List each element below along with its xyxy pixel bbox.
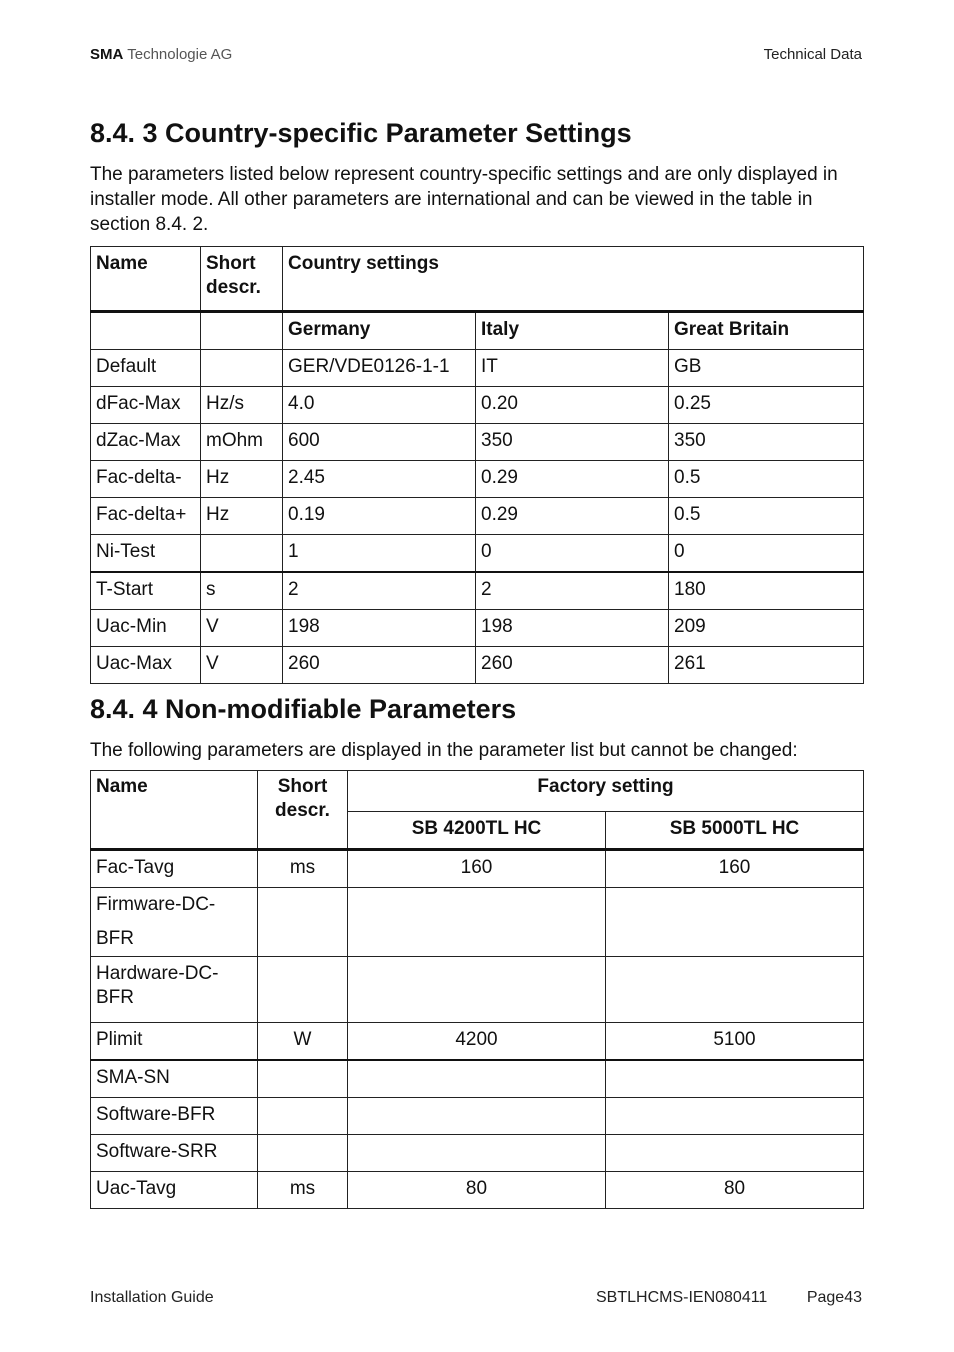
table-cell: 160 — [348, 850, 606, 888]
table-cell: 0.5 — [669, 461, 864, 498]
table-row — [91, 350, 864, 387]
table-cell — [258, 888, 348, 957]
table-row — [91, 1098, 864, 1135]
table-cell: 4200 — [348, 1023, 606, 1061]
table-cell: Fac-delta- — [91, 461, 201, 498]
country-italy: Italy — [476, 312, 669, 350]
table-row — [91, 387, 864, 424]
table-cell: 2 — [283, 572, 476, 610]
table-cell: W — [258, 1023, 348, 1061]
table-row — [91, 610, 864, 647]
table-row — [91, 957, 864, 1023]
header-name: Name — [91, 247, 201, 312]
table-cell: Plimit — [91, 1023, 258, 1061]
header-country-settings: Country settings — [283, 247, 864, 312]
table-cell: Uac-Tavg — [91, 1172, 258, 1209]
brand-name: SMA — [90, 46, 124, 63]
table-cell: 0.19 — [283, 498, 476, 535]
table-cell: 1 — [283, 535, 476, 573]
table-row — [91, 647, 864, 684]
footer-page-number: Page43 — [806, 1289, 862, 1306]
table-cell — [348, 1098, 606, 1135]
table-cell: s — [201, 572, 283, 610]
table-cell: 0.29 — [476, 498, 669, 535]
table-row — [91, 572, 864, 610]
table-cell: dZac-Max — [91, 424, 201, 461]
table-cell: 350 — [669, 424, 864, 461]
table-cell: 198 — [476, 610, 669, 647]
model-sb-4200tl-hc: SB 4200TL HC — [348, 812, 606, 850]
table-cell — [348, 1135, 606, 1172]
table-cell: ms — [258, 850, 348, 888]
table-cell: 0.20 — [476, 387, 669, 424]
table-row — [91, 1060, 864, 1098]
table-cell: 2.45 — [283, 461, 476, 498]
table-row — [91, 424, 864, 461]
table-cell: Hz/s — [201, 387, 283, 424]
section-intro-non-modifiable: The following parameters are displayed in the parameter list but cannot be changed: — [90, 740, 798, 761]
table-cell: GER/VDE0126-1-1 — [283, 350, 476, 387]
table-cell: Hardware-DC-BFR — [91, 957, 258, 1023]
header-short-descr: Short descr. — [258, 771, 348, 850]
table-cell: Ni-Test — [91, 535, 201, 573]
table-row — [91, 461, 864, 498]
table-cell: 5100 — [606, 1023, 864, 1061]
table-cell: V — [201, 610, 283, 647]
table-row — [91, 498, 864, 535]
table-cell — [201, 350, 283, 387]
table-cell: Fac-delta+ — [91, 498, 201, 535]
table-cell: 0.29 — [476, 461, 669, 498]
header-name: Name — [91, 771, 258, 850]
table-cell: 2 — [476, 572, 669, 610]
country-germany: Germany — [283, 312, 476, 350]
table-cell: 0 — [669, 535, 864, 573]
table-cell — [606, 1060, 864, 1098]
table-cell — [258, 1098, 348, 1135]
table-cell — [348, 957, 606, 1023]
table-cell: 180 — [669, 572, 864, 610]
country-settings-table — [90, 246, 864, 684]
table-row — [91, 850, 864, 888]
table-cell: 160 — [606, 850, 864, 888]
table-cell: 0.5 — [669, 498, 864, 535]
table-cell — [258, 957, 348, 1023]
table-cell: Fac-Tavg — [91, 850, 258, 888]
table-cell: 600 — [283, 424, 476, 461]
table-header-row — [91, 771, 864, 812]
table-cell: 80 — [606, 1172, 864, 1209]
table-cell: Uac-Max — [91, 647, 201, 684]
table-cell — [201, 535, 283, 573]
country-great-britain: Great Britain — [669, 312, 864, 350]
table-cell: GB — [669, 350, 864, 387]
table-cell: Hz — [201, 461, 283, 498]
footer-doc-id: SBTLHCMS-IEN080411 — [596, 1289, 768, 1306]
table-cell — [258, 1060, 348, 1098]
table-cell: 0 — [476, 535, 669, 573]
company-name: Technologie AG — [127, 46, 233, 63]
table-cell: 209 — [669, 610, 864, 647]
table-cell: 260 — [283, 647, 476, 684]
section-intro-country-settings: The parameters listed below represent country-specific settings and are only displayed in installer mode. All other parameters are international and can be viewed in the table in section 8.4. 2. — [90, 164, 838, 235]
table-row — [91, 1135, 864, 1172]
table-cell: 80 — [348, 1172, 606, 1209]
table-cell: 260 — [476, 647, 669, 684]
table-cell: 4.0 — [283, 387, 476, 424]
table-cell: Hz — [201, 498, 283, 535]
table-header-row — [91, 247, 864, 312]
country-header-row — [91, 312, 864, 350]
table-cell: Software-SRR — [91, 1135, 258, 1172]
table-cell: 198 — [283, 610, 476, 647]
table-cell: Software-BFR — [91, 1098, 258, 1135]
page-header-left — [90, 46, 232, 63]
header-short-descr: Short descr. — [201, 247, 283, 312]
section-title-non-modifiable: 8.4. 4 Non-modifiable Parameters — [90, 694, 517, 724]
model-sb-5000tl-hc: SB 5000TL HC — [606, 812, 864, 850]
table-cell: T-Start — [91, 572, 201, 610]
table-cell — [348, 1060, 606, 1098]
table-cell — [606, 957, 864, 1023]
table-cell: SMA-SN — [91, 1060, 258, 1098]
table-cell: mOhm — [201, 424, 283, 461]
table-row — [91, 1023, 864, 1061]
table-cell — [201, 312, 283, 350]
table-cell: Firmware-DC-BFR — [91, 888, 258, 957]
table-cell — [258, 1135, 348, 1172]
non-modifiable-table — [90, 770, 864, 1209]
section-title-country-settings: 8.4. 3 Country-specific Parameter Settings — [90, 118, 632, 148]
table-cell — [91, 312, 201, 350]
table-cell: Default — [91, 350, 201, 387]
table-row — [91, 888, 864, 957]
table-cell: ms — [258, 1172, 348, 1209]
table-cell: 0.25 — [669, 387, 864, 424]
table-cell — [606, 1135, 864, 1172]
footer-doc-title: Installation Guide — [90, 1289, 214, 1306]
table-cell: 261 — [669, 647, 864, 684]
table-row — [91, 535, 864, 573]
table-cell — [606, 1098, 864, 1135]
table-cell: dFac-Max — [91, 387, 201, 424]
table-cell — [348, 888, 606, 957]
table-cell: 350 — [476, 424, 669, 461]
table-cell: Uac-Min — [91, 610, 201, 647]
table-cell — [606, 888, 864, 957]
table-cell: IT — [476, 350, 669, 387]
page-header-section: Technical Data — [763, 46, 862, 63]
header-factory-setting: Factory setting — [348, 771, 864, 812]
table-row — [91, 1172, 864, 1209]
table-cell: V — [201, 647, 283, 684]
